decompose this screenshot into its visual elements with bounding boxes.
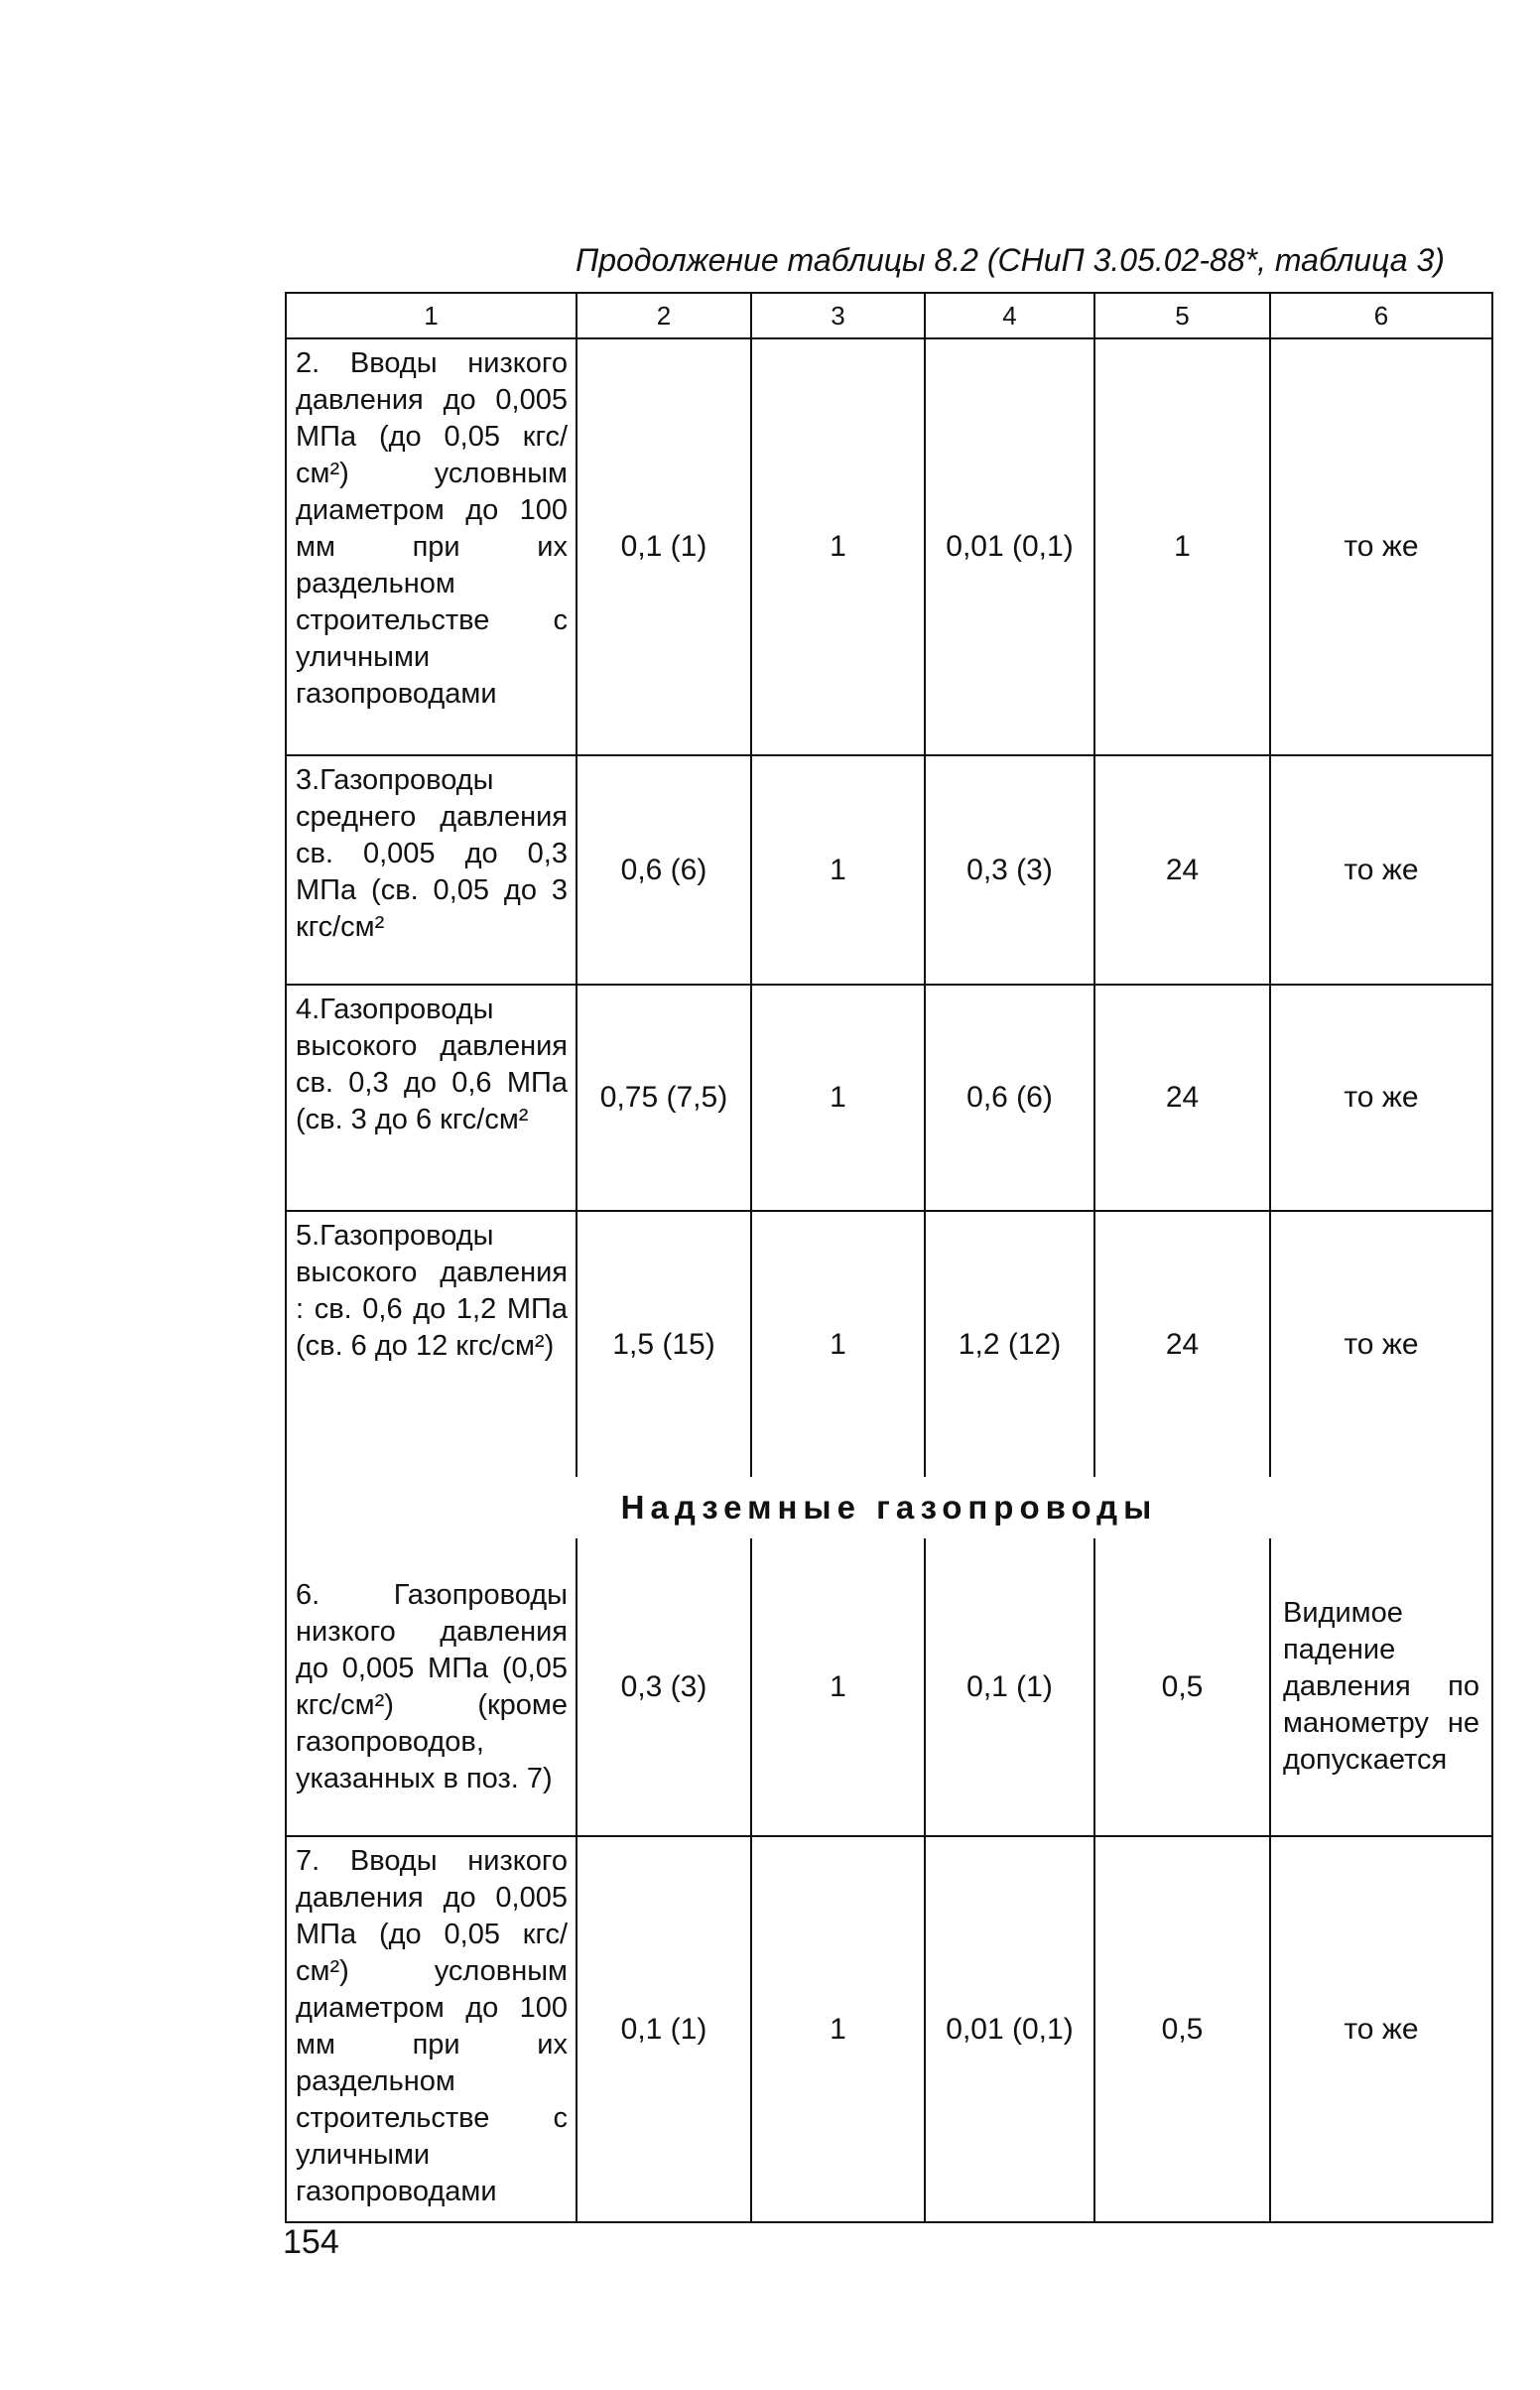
row-description: 2. Вводы низкого давления до 0,005 МПа (до 0,05 кгс/см²) условным диаметром до 100 мм при их раздельном строительстве с уличными газопроводами [286, 338, 577, 755]
cell-col3: 1 [751, 755, 925, 985]
pressure-test-table [285, 292, 1493, 2223]
table-row [286, 1211, 1492, 1477]
section-title: Надземные газопроводы [286, 1477, 1492, 1538]
cell-col4: 0,6 (6) [925, 985, 1094, 1211]
header-cell: 5 [1094, 293, 1270, 338]
table-row [286, 1538, 1492, 1836]
table-caption: Продолжение таблицы 8.2 (СНиП 3.05.02-88*, таблица 3) [576, 242, 1445, 278]
table-row [286, 985, 1492, 1211]
cell-col6: Видимое падение давления по манометру не допускается [1270, 1538, 1492, 1836]
cell-col6: то же [1270, 755, 1492, 985]
cell-col2: 0,1 (1) [577, 1836, 751, 2222]
cell-col2: 0,6 (6) [577, 755, 751, 985]
header-cell: 6 [1270, 293, 1492, 338]
cell-col6: то же [1270, 338, 1492, 755]
cell-col3: 1 [751, 1211, 925, 1477]
cell-col5: 0,5 [1094, 1538, 1270, 1836]
cell-col5: 24 [1094, 1211, 1270, 1477]
cell-col4: 0,3 (3) [925, 755, 1094, 985]
cell-col4: 0,01 (0,1) [925, 1836, 1094, 2222]
header-cell: 1 [286, 293, 577, 338]
cell-col5: 24 [1094, 985, 1270, 1211]
cell-col5: 0,5 [1094, 1836, 1270, 2222]
row-description: 3.Газопроводы среднего давления св. 0,005 до 0,3 МПа (св. 0,05 до 3 кгс/см² [286, 755, 577, 985]
header-row [286, 293, 1492, 338]
cell-col6: то же [1270, 1211, 1492, 1477]
table-row [286, 1836, 1492, 2222]
cell-col3: 1 [751, 338, 925, 755]
cell-col2: 1,5 (15) [577, 1211, 751, 1477]
cell-col2: 0,75 (7,5) [577, 985, 751, 1211]
cell-col5: 24 [1094, 755, 1270, 985]
cell-col5: 1 [1094, 338, 1270, 755]
table-row [286, 755, 1492, 985]
section-row [286, 1477, 1492, 1538]
header-cell: 4 [925, 293, 1094, 338]
header-cell: 3 [751, 293, 925, 338]
row-description: 6. Газопроводы низкого давления до 0,005 МПа (0,05 кгс/см²) (кроме газопроводов, указанных в поз. 7) [286, 1538, 577, 1836]
page-number: 154 [283, 2223, 339, 2261]
cell-col2: 0,3 (3) [577, 1538, 751, 1836]
cell-col4: 0,01 (0,1) [925, 338, 1094, 755]
cell-col6: то же [1270, 985, 1492, 1211]
row-description: 4.Газопроводы высокого давления св. 0,3 до 0,6 МПа (св. 3 до 6 кгс/см² [286, 985, 577, 1211]
cell-col3: 1 [751, 1836, 925, 2222]
cell-col4: 0,1 (1) [925, 1538, 1094, 1836]
cell-col3: 1 [751, 985, 925, 1211]
row-description: 7. Вводы низкого давления до 0,005 МПа (до 0,05 кгс/см²) условным диаметром до 100 мм при их раздельном строительстве с уличными газопроводами [286, 1836, 577, 2222]
header-cell: 2 [577, 293, 751, 338]
row-description: 5.Газопроводы высокого давления : св. 0,6 до 1,2 МПа (св. 6 до 12 кгс/см²) [286, 1211, 577, 1477]
cell-col3: 1 [751, 1538, 925, 1836]
cell-col4: 1,2 (12) [925, 1211, 1094, 1477]
cell-col2: 0,1 (1) [577, 338, 751, 755]
table-row [286, 338, 1492, 755]
cell-col6: то же [1270, 1836, 1492, 2222]
